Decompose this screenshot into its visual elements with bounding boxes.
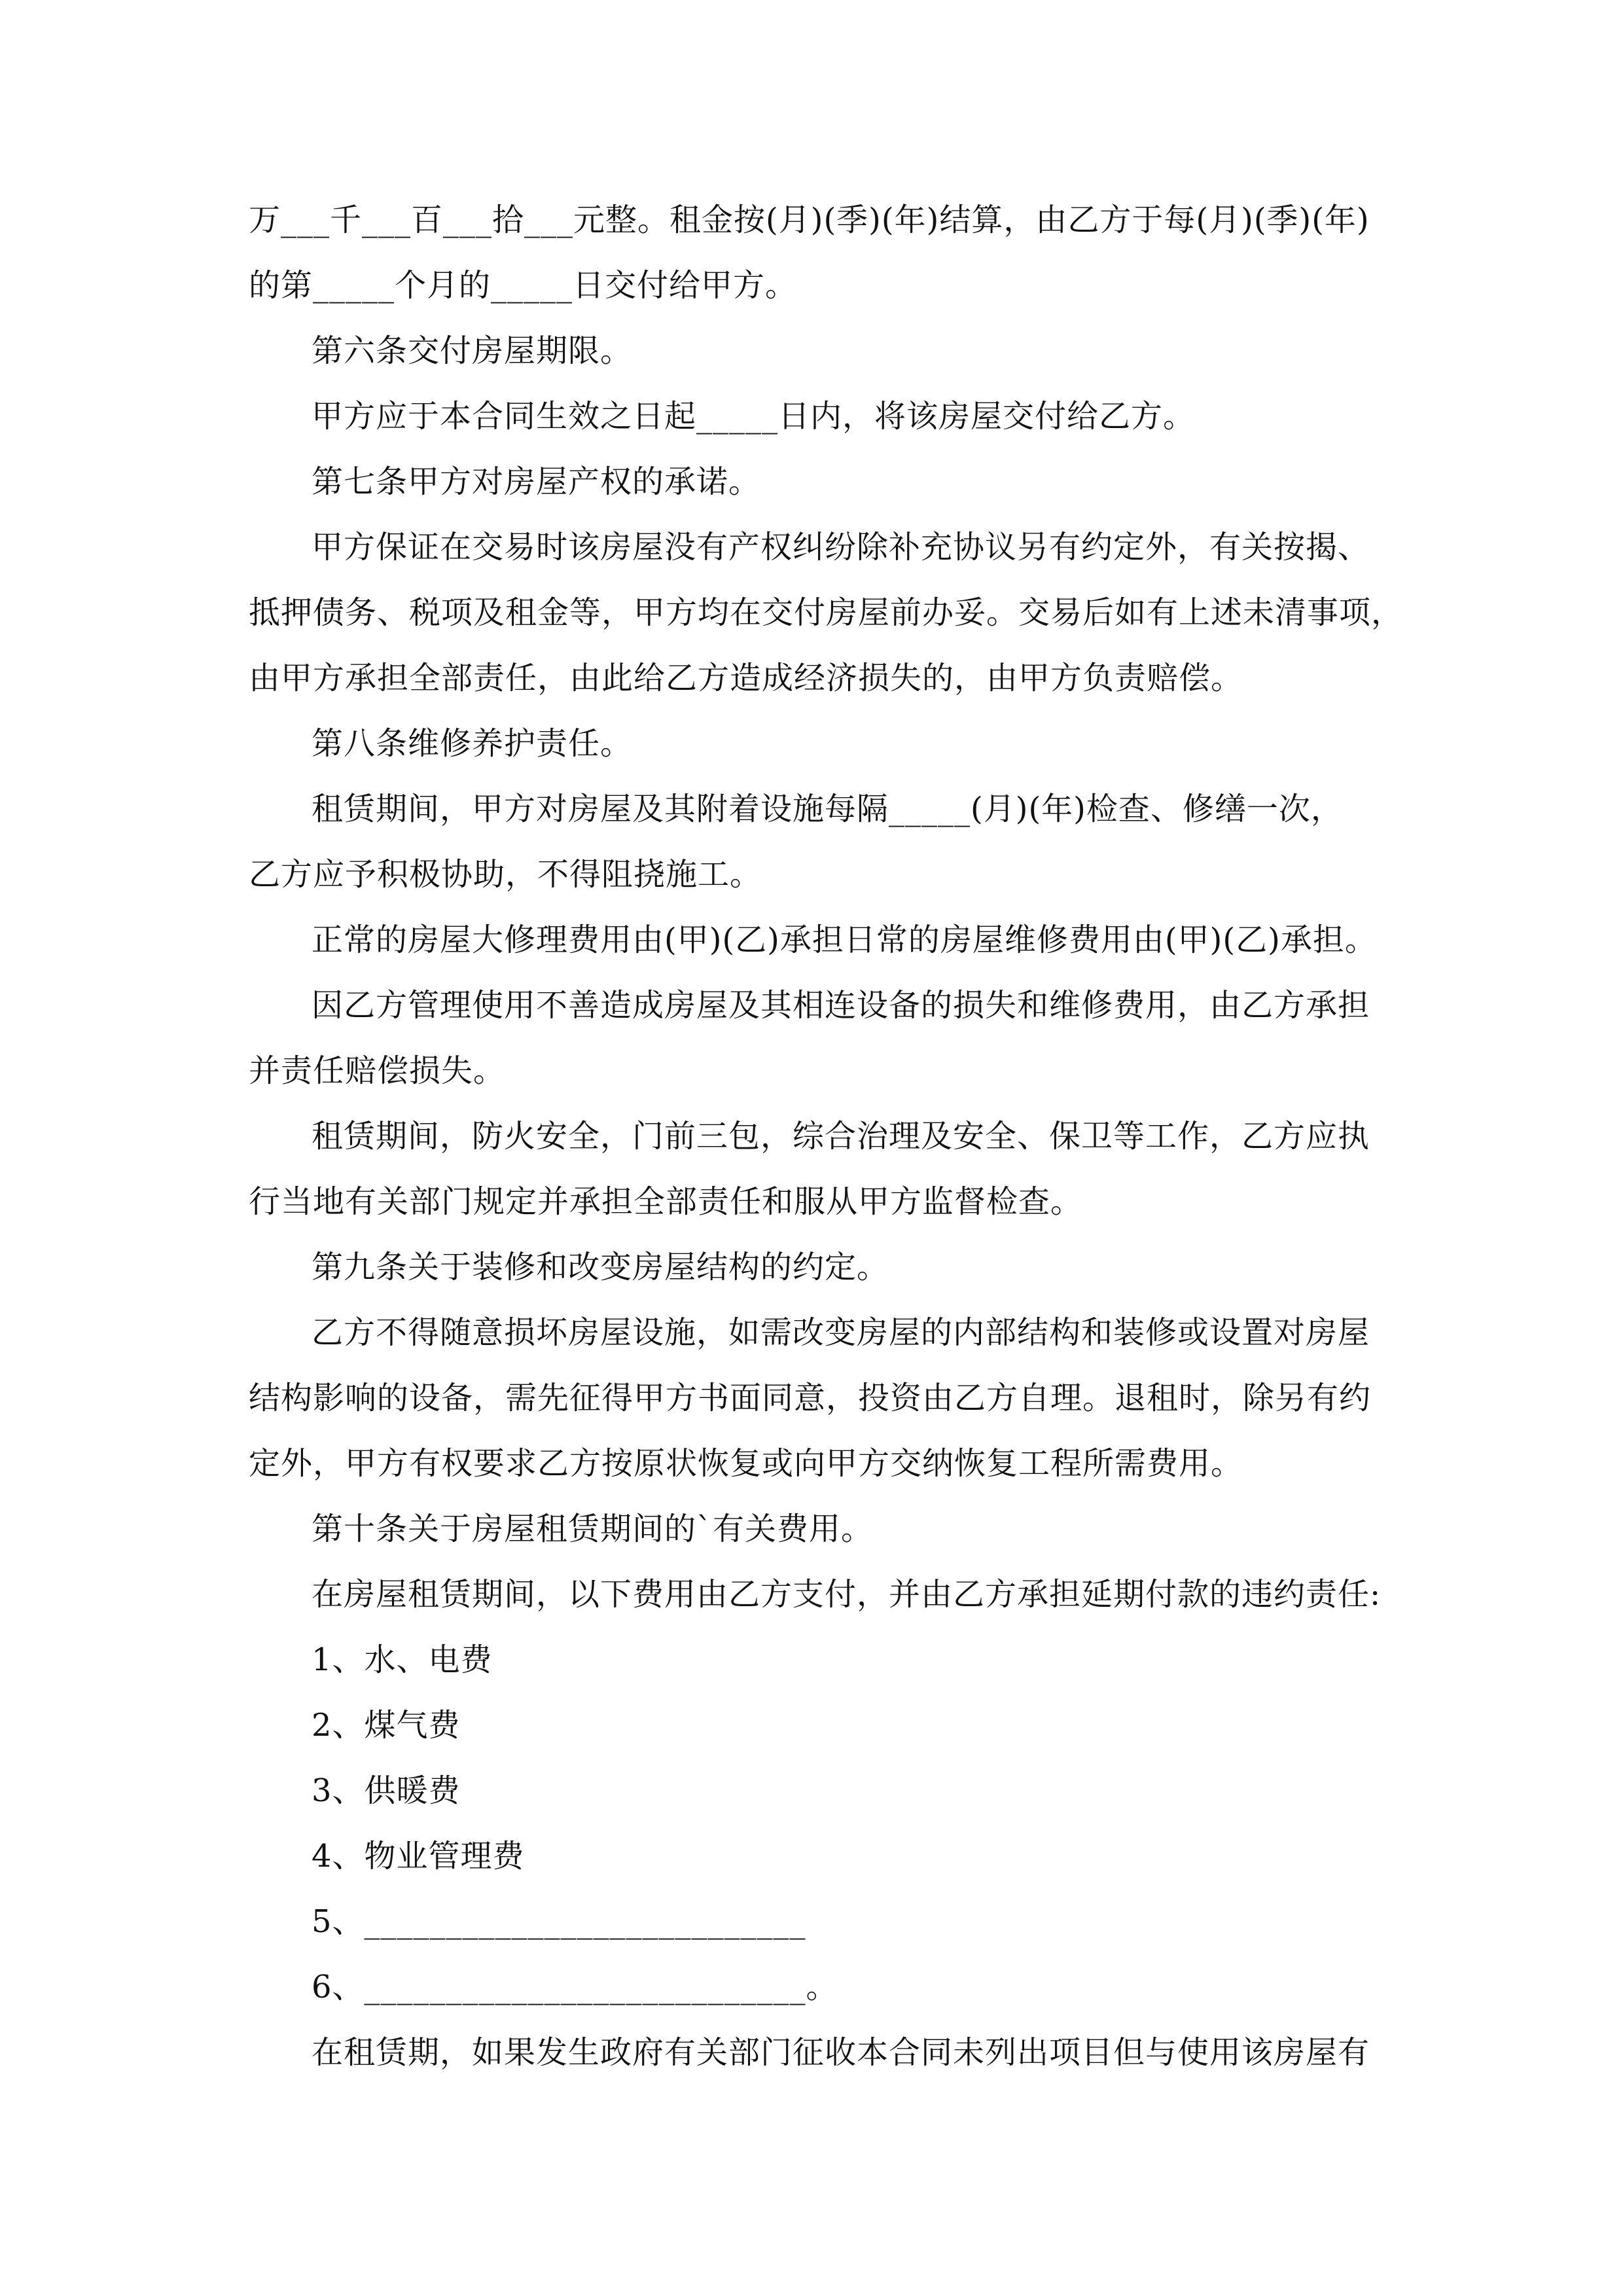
- paragraph-line: 租赁期间，防火安全，门前三包，综合治理及安全、保卫等工作，乙方应执: [312, 1118, 1370, 1155]
- paragraph-line: 并责任赔偿损失。: [249, 1052, 506, 1089]
- paragraph-line: 结构影响的设备，需先征得甲方书面同意，投资由乙方自理。退租时，除另有约: [249, 1380, 1372, 1416]
- clause-heading: 第八条维修养护责任。: [312, 725, 633, 762]
- list-item: 4、物业管理费: [312, 1838, 525, 1874]
- paragraph-line: 因乙方管理使用不善造成房屋及其相连设备的损失和维修费用，由乙方承担: [312, 987, 1370, 1024]
- list-item: 5、___________________________: [312, 1903, 806, 1940]
- list-item: 1、水、电费: [312, 1641, 493, 1678]
- clause-heading: 第九条关于装修和改变房屋结构的约定。: [312, 1249, 889, 1285]
- paragraph-line: 正常的房屋大修理费用由(甲)(乙)承担日常的房屋维修费用由(甲)(乙)承担。: [312, 922, 1377, 958]
- paragraph-line: 甲方保证在交易时该房屋没有产权纠纷除补充协议另有约定外，有关按揭、: [312, 529, 1370, 565]
- paragraph-line: 由甲方承担全部责任，由此给乙方造成经济损失的，由甲方负责赔偿。: [249, 660, 1243, 696]
- paragraph-line: 行当地有关部门规定并承担全部责任和服从甲方监督检查。: [249, 1183, 1083, 1220]
- clause-heading: 第七条甲方对房屋产权的承诺。: [312, 463, 761, 500]
- paragraph-line: 定外，甲方有权要求乙方按原状恢复或向甲方交纳恢复工程所需费用。: [249, 1445, 1243, 1482]
- paragraph-line: 在租赁期，如果发生政府有关部门征收本合同未列出项目但与使用该房屋有: [312, 2034, 1370, 2071]
- clause-heading: 第十条关于房屋租赁期间的`有关费用。: [312, 1511, 874, 1547]
- paragraph-line: 乙方应予积极协助，不得阻挠施工。: [249, 856, 762, 893]
- list-item: 2、煤气费: [312, 1707, 461, 1744]
- paragraph-line: 的第_____个月的_____日交付给甲方。: [249, 267, 798, 304]
- paragraph-line: 甲方应于本合同生效之日起_____日内，将该房屋交付给乙方。: [312, 398, 1196, 435]
- paragraph-line: 在房屋租赁期间，以下费用由乙方支付，并由乙方承担延期付款的违约责任:: [312, 1576, 1382, 1613]
- paragraph-line: 抵押债务、税项及租金等，甲方均在交付房屋前办妥。交易后如有上述未清事项，: [249, 594, 1404, 631]
- list-item: 3、供暖费: [312, 1772, 461, 1809]
- paragraph-line: 租赁期间，甲方对房屋及其附着设施每隔_____(月)(年)检查、修缮一次，: [312, 791, 1343, 827]
- clause-heading: 第六条交付房屋期限。: [312, 332, 633, 369]
- list-item: 6、___________________________。: [312, 1969, 838, 2005]
- paragraph-line: 乙方不得随意损坏房屋设施，如需改变房屋的内部结构和装修或设置对房屋: [312, 1314, 1370, 1351]
- paragraph-line: 万___千___百___拾___元整。租金按(月)(季)(年)结算，由乙方于每(月)(季)(年): [249, 202, 1370, 238]
